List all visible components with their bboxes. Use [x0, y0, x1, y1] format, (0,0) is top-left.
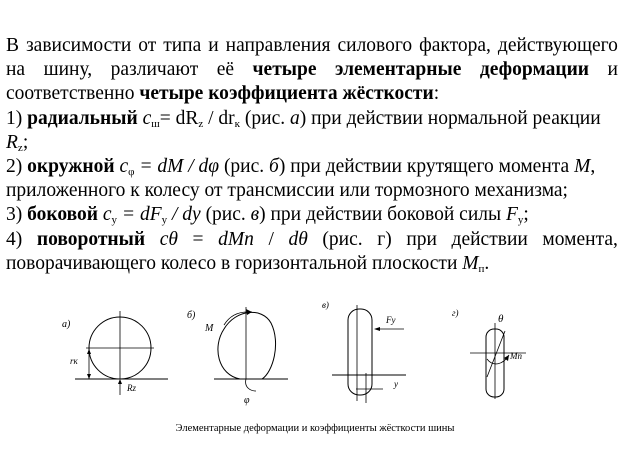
arrow-head: [87, 349, 91, 354]
symbol: dMп: [218, 228, 254, 250]
symbol: R: [6, 131, 18, 153]
figure-ref: (рис.: [200, 204, 251, 226]
paren: ): [299, 107, 307, 129]
symbol: cθ: [159, 228, 178, 250]
arrow-head: [246, 309, 252, 315]
intro-line-1: [6, 34, 618, 58]
word: силового: [337, 35, 413, 56]
item-name: боковой: [27, 204, 98, 226]
formula: = dM / dφ: [134, 156, 220, 178]
word: соответственно: [6, 83, 135, 105]
formula: = dR: [159, 107, 199, 129]
subscript: y: [517, 214, 524, 227]
word: различают: [110, 59, 199, 81]
word: =: [192, 228, 204, 250]
bold-word: четыре: [252, 59, 317, 81]
moment-label: M: [205, 323, 214, 334]
symbol: c: [142, 107, 152, 129]
figure-caption: Элементарные деформации и коэффициенты жёсткости шины: [175, 423, 455, 434]
figure-v-label: в): [322, 300, 329, 310]
arrow-head: [118, 379, 122, 384]
text: при действии крутящего момента: [285, 156, 575, 178]
word: В: [6, 35, 20, 56]
punct: ;: [22, 131, 29, 153]
figure-ref: (рис.: [219, 156, 270, 178]
fy-label: Fy: [386, 315, 396, 325]
word: фактора,: [419, 35, 491, 56]
figure-b: [187, 307, 288, 406]
symbol: M: [462, 252, 479, 274]
symbol: M: [574, 156, 591, 178]
word: на: [6, 59, 26, 81]
word: и: [607, 59, 618, 81]
figure-g: [452, 308, 526, 399]
phi-label: φ: [244, 395, 250, 406]
figure-a-label: а): [62, 319, 71, 330]
subscript: φ: [128, 166, 135, 179]
tyre-section: [348, 309, 372, 395]
symbol: c: [119, 156, 129, 178]
subscript: к: [234, 117, 241, 130]
subscript: п: [478, 262, 485, 275]
formula: / dy: [167, 204, 201, 226]
moment-arc: [487, 355, 509, 364]
arrow-head: [87, 374, 91, 379]
word: типа: [163, 35, 202, 56]
item-steering-cont: [6, 252, 618, 276]
item-steering: [6, 228, 618, 252]
phi-arc: [246, 379, 256, 391]
y-label: y: [394, 379, 398, 389]
word: направления: [225, 35, 331, 56]
formula: / dr: [203, 107, 235, 129]
intro-line-3: [6, 82, 618, 106]
intro-line-2: [6, 58, 618, 82]
mp-label: Mп: [510, 351, 522, 361]
text: при действии нормальной реакции: [306, 107, 601, 129]
colon: :: [433, 83, 440, 105]
word: действии: [451, 228, 528, 250]
wheel-outline: [218, 312, 276, 379]
punct: .: [484, 252, 490, 274]
subscript: z: [198, 117, 204, 130]
item-circumferential-cont: приложенного к колесу от трансмиссии или тормозного механизма;: [6, 180, 568, 202]
item-name: поворотный: [36, 228, 146, 250]
figures-diagram: [0, 295, 630, 440]
symbol: dθ: [288, 228, 308, 250]
word: действующего: [497, 35, 618, 56]
item-number: 2): [6, 156, 23, 178]
item-radial-cont: [6, 131, 618, 155]
figure-ref: (рис.: [240, 107, 290, 129]
figure-letter: а: [290, 107, 300, 129]
item-lateral: [6, 203, 618, 227]
item-circumferential: [6, 155, 618, 179]
formula: = dF: [117, 204, 162, 226]
paragraph-intro: [6, 34, 618, 276]
figure-a: [62, 311, 168, 395]
subscript: y: [111, 214, 118, 227]
item-radial: [6, 107, 618, 131]
bold-phrase: четыре коэффициента жёсткости: [139, 83, 434, 105]
rotated-axis: [487, 331, 505, 377]
figure-b-label: б): [187, 310, 196, 321]
punct: ;: [523, 204, 529, 226]
word: момента,: [542, 228, 618, 250]
word: (рис.: [322, 228, 363, 250]
subscript: ш: [151, 117, 160, 130]
word: и: [208, 35, 219, 56]
symbol: F: [505, 204, 518, 226]
word: её: [216, 59, 235, 81]
paren: ): [259, 204, 266, 226]
item-number: 4): [6, 228, 23, 250]
rz-label: Rz: [127, 383, 136, 393]
word: от: [138, 35, 157, 56]
figure-letter: в: [250, 204, 260, 226]
figure-letter: б: [269, 156, 279, 178]
word: зависимости: [25, 35, 132, 56]
bold-word: деформации: [479, 59, 590, 81]
item-number: 1): [6, 107, 23, 129]
figure-g-label: г): [452, 308, 459, 318]
text: при действии боковой силы: [265, 204, 506, 226]
word: шину,: [43, 59, 93, 81]
word: при: [406, 228, 437, 250]
arrow-head: [374, 327, 380, 331]
symbol: c: [102, 204, 112, 226]
text: поворачивающего колесо в горизонтальной плоскости: [6, 252, 463, 274]
rk-label: rк: [70, 356, 78, 366]
word: г): [377, 228, 392, 250]
item-number: 3): [6, 204, 23, 226]
theta-label: θ: [498, 313, 504, 325]
paren: ): [278, 156, 286, 178]
subscript: z: [17, 141, 23, 154]
bold-word: элементарные: [335, 59, 462, 81]
punct: ,: [590, 156, 596, 178]
word: /: [268, 228, 274, 250]
item-name: окружной: [27, 156, 115, 178]
subscript: y: [161, 214, 168, 227]
figure-v: [322, 300, 406, 403]
item-name: радиальный: [27, 107, 138, 129]
